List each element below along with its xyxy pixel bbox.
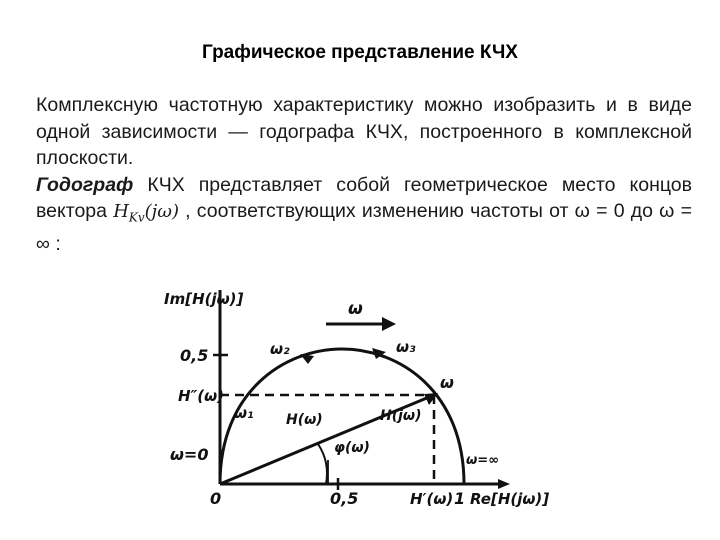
omega-inf-label: ω=∞ [466, 453, 500, 468]
vector-magnitude-label: H(ω) [286, 412, 323, 428]
slide-body [36, 92, 692, 258]
y-axis-label: Im[H(jω)] [164, 290, 244, 308]
phase-arc [318, 444, 327, 484]
x-axis-label: Re[H(jω)] [470, 490, 550, 508]
term-hodograph: Годограф [36, 173, 134, 196]
y-point-label: H″(ω) [178, 387, 225, 405]
formula-h: H [113, 201, 129, 222]
hodograph-curve [220, 349, 464, 484]
definition-text: КЧХ представляет собой геометрическое место концов вектора [36, 173, 692, 222]
paragraph-intro: Комплексную частотную характеристику можно изобразить и в виде одной зависимости — годографа КЧХ, построенного в комплексной плоскости. [36, 94, 692, 169]
slide-title: Графическое представление КЧХ [202, 42, 518, 63]
phase-label: φ(ω) [334, 440, 370, 456]
omega2-label: ω₂ [270, 340, 290, 358]
origin-omega-label: ω=0 [170, 445, 209, 464]
omega-direction-arrowhead [382, 317, 396, 331]
omega3-label: ω₃ [396, 338, 416, 356]
origin-label: 0 [210, 489, 222, 508]
x-point-label: H′(ω) [410, 490, 454, 508]
curve-arrow-left [300, 354, 314, 364]
hodograph-figure [158, 282, 588, 522]
omega1-label: ω₁ [234, 404, 254, 422]
x-axis-arrowhead [498, 479, 510, 489]
omega-arrow-label: ω [348, 299, 363, 319]
y-tick-label: 0,5 [180, 346, 209, 365]
paragraph-definition [36, 172, 692, 258]
formula-argument: (jω) [144, 201, 179, 222]
x-unit-label: 1 [454, 489, 466, 508]
formula-h-kv [113, 201, 179, 225]
formula-subscript: Kv [128, 210, 145, 225]
x-tick-label: 0,5 [330, 489, 359, 508]
definition-tail: , соответствующих изменению частоты от ω = 0 до ω = ∞ : [36, 200, 693, 256]
omega-point-label: ω [440, 373, 454, 392]
vector-label: H(jω) [380, 408, 422, 424]
